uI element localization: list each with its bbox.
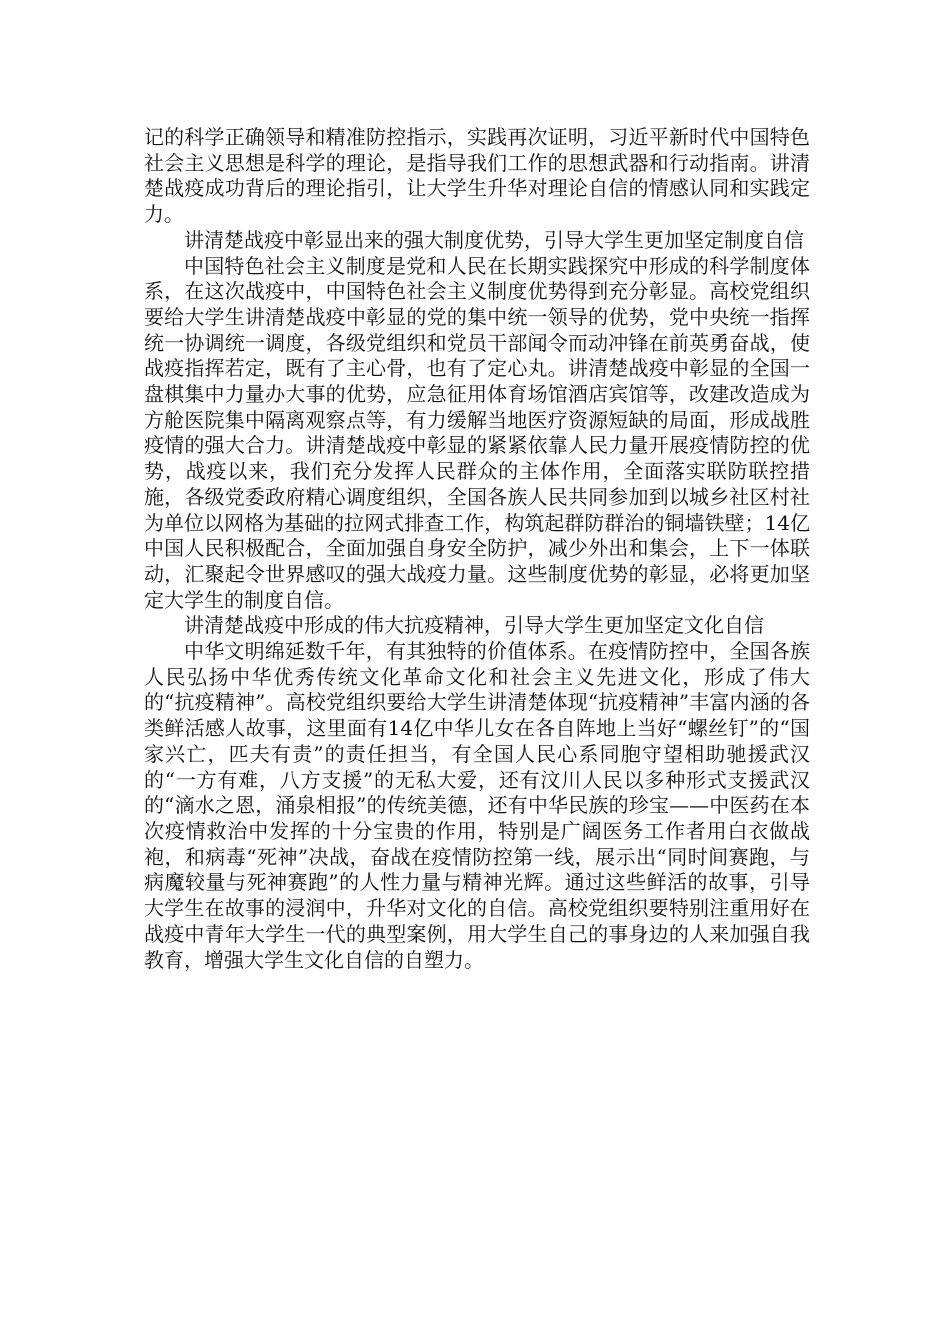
paragraph-1: 记的科学正确领导和精准防控指示，实践再次证明，习近平新时代中国特色社会主义思想是科学的理论，是指导我们工作的思想武器和行动指南。讲清楚战疫成功背后的理论指引，让大学生升华对理论自信的情感认同和实践定力。 <box>144 125 810 227</box>
document-body <box>144 125 810 973</box>
paragraph-institutional-advantages: 中国特色社会主义制度是党和人民在长期实践探究中形成的科学制度体系，在这次战疫中，中国特色社会主义制度优势得到充分彰显。高校党组织要给大学生讲清楚战疫中彰显的党的集中统一领导的优势，党中央统一指挥统一协调统一调度，各级党组织和党员干部闻令而动冲锋在前英勇奋战，使战疫指挥若定，既有了主心骨，也有了定心丸。讲清楚战疫中彰显的全国一盘棋集中力量办大事的优势，应急征用体育场馆酒店宾馆等，改建改造成为方舱医院集中隔离观察点等，有力缓解当地医疗资源短缺的局面，形成战胜疫情的强大合力。讲清楚战疫中彰显的紧紧依靠人民力量开展疫情防控的优势，战疫以来，我们充分发挥人民群众的主体作用，全面落实联防联控措施，各级党委政府精心调度组织，全国各族人民共同参加到以城乡社区村社为单位以网格为基础的拉网式排查工作，构筑起群防群治的铜墙铁壁；14亿中国人民积极配合，全面加强自身安全防护，减少外出和集会，上下一体联动，汇聚起令世界感叹的强大战疫力量。这些制度优势的彰显，必将更加坚定大学生的制度自信。 <box>144 253 810 612</box>
paragraph-anti-epidemic-spirit: 中华文明绵延数千年，有其独特的价值体系。在疫情防控中，全国各族人民弘扬中华优秀传统文化革命文化和社会主义先进文化，形成了伟大的“抗疫精神”。高校党组织要给大学生讲清楚体现“抗疫精神”丰富内涵的各类鲜活感人故事，这里面有14亿中华儿女在各自阵地上当好“螺丝钉”的“国家兴亡，匹夫有责”的责任担当，有全国人民心系同胞守望相助驰援武汉的“一方有难，八方支援”的无私大爱，还有汶川人民以多种形式支援武汉的“滴水之恩，涌泉相报”的传统美德，还有中华民族的珍宝——中医药在本次疫情救治中发挥的十分宝贵的作用，特别是广阔医务工作者用白衣做战袍，和病毒“死神”决战，奋战在疫情防控第一线，展示出“同时间赛跑，与病魔较量与死神赛跑”的人性力量与精神光辉。通过这些鲜活的故事，引导大学生在故事的浸润中，升华对文化的自信。高校党组织要特别注重用好在战疫中青年大学生一代的典型案例，用大学生自己的事身边的人来加强自我教育，增强大学生文化自信的自塑力。 <box>144 639 810 972</box>
section-heading-cultural-confidence: 讲清楚战疫中形成的伟大抗疫精神，引导大学生更加坚定文化自信 <box>184 613 764 638</box>
section-heading-institutional-confidence: 讲清楚战疫中彰显出来的强大制度优势，引导大学生更加坚定制度自信 <box>184 227 804 252</box>
